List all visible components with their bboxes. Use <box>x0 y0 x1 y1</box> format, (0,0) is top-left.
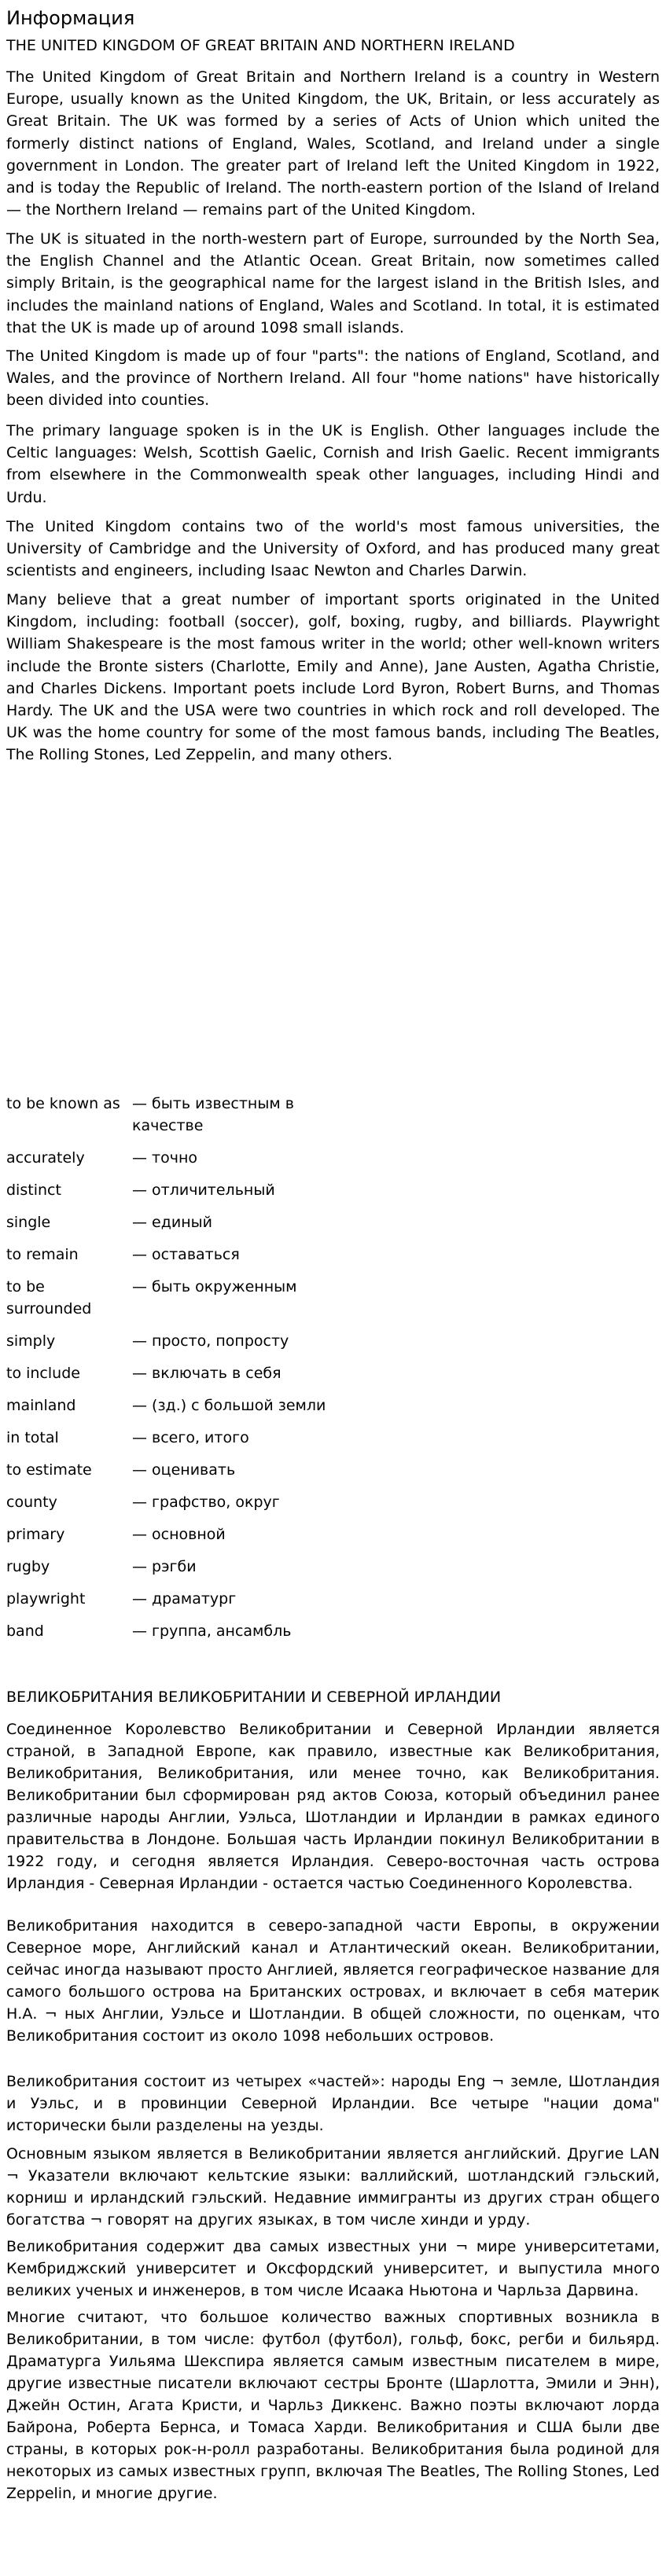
vocabulary-translation: — графство, округ <box>132 1494 280 1511</box>
vocabulary-table <box>6 1093 337 1652</box>
vocabulary-term: distinct <box>6 1181 61 1199</box>
vocabulary-translation: — быть известным в качестве <box>132 1095 294 1134</box>
russian-paragraph-4: Основным языком является в Великобритании является английский. Другие LAN ¬ Указатели включают кельтские языки: валлийский, шотландский гэльский, корниш и ирландский гэльский. Недавние иммигранты из других стран общего богатства ¬ говорят на других языках, в том числе хинди и урду. <box>6 2145 660 2229</box>
vocabulary-row <box>6 1459 337 1491</box>
vocabulary-translation: — включать в себя <box>132 1365 281 1382</box>
vocabulary-row <box>6 1211 337 1244</box>
vocabulary-row <box>6 1244 337 1276</box>
vocabulary-row <box>6 1427 337 1459</box>
english-paragraph-1: The United Kingdom of Great Britain and Northern Ireland is a country in Western Europe, usually known as the United Kingdom, the UK, Britain, or less accurately as Great Britain. The UK was formed by a series of Acts of Union which united the formerly distinct nations of England, Wales, Scotland, and Ireland under a single government in London. The greater part of Ireland left the United Kingdom in 1922, and is today the Republic of Ireland. The north-eastern portion of the Island of Ireland — the Northern Ireland — remains part of the United Kingdom. <box>6 68 660 219</box>
vocabulary-translation: — оставаться <box>132 1246 240 1263</box>
vocabulary-term: band <box>6 1622 44 1640</box>
vocabulary-translation: — всего, итого <box>132 1429 249 1446</box>
vocabulary-row <box>6 1362 337 1395</box>
vocabulary-translation: — рэгби <box>132 1558 197 1575</box>
vocabulary-translation: — группа, ансамбль <box>132 1622 292 1640</box>
vocabulary-term: single <box>6 1214 51 1231</box>
vocabulary-term: to remain <box>6 1246 79 1263</box>
english-paragraph-3: The United Kingdom is made up of four "parts": the nations of England, Scotland, and Wales, and the province of Northern Ireland. All four "home nations" have historically been divided into counties. <box>6 347 660 410</box>
russian-heading: ВЕЛИКОБРИТАНИЯ ВЕЛИКОБРИТАНИИ И СЕВЕРНОЙ ИРЛАНДИИ <box>6 1689 502 1706</box>
vocabulary-row <box>6 1556 337 1588</box>
vocabulary-row <box>6 1276 337 1330</box>
vocabulary-row <box>6 1330 337 1362</box>
vocabulary-translation: — точно <box>132 1149 198 1167</box>
russian-paragraph-1: Соединенное Королевство Великобритании и Северной Ирландии является страной, в Западной Европе, как правило, известные как Великобритания, Великобритания, Великобритания, или менее точно, как Великобритания. Великобритании был сформирован ряд актов Союза, который объединил ранее различные народы Англии, Уэльса, Шотландии и Ирландии в рамках единого правительства в Лондоне. Большая часть Ирландии покинул Великобритании в 1922 году, и сегодня является Ирландия. Северо-восточная часть острова Ирландия - Северная Ирландии - остается частью Соединенного Королевства. <box>6 1721 660 1892</box>
vocabulary-translation: — драматург <box>132 1590 237 1608</box>
english-paragraph-4: The primary language spoken is in the UK is English. Other languages include the Celtic languages: Welsh, Scottish Gaelic, Cornish and Irish Gaelic. Recent immigrants from elsewhere in the Commonwealth speak other languages, including Hindi and Urdu. <box>6 422 660 506</box>
vocabulary-term: playwright <box>6 1590 86 1608</box>
russian-paragraph-2: Великобритания находится в северо-западной части Европы, в окружении Северное море, Английский канал и Атлантический океан. Великобритании, сейчас иногда называют просто Англией, является географическое название для самого большого острова на Британских островах, и включает в себя материк Н.А. ¬ ных Англии, Уэльсе и Шотландии. В общей сложности, по оценкам, что Великобритания состоит из около 1098 небольших островов. <box>6 1917 660 2045</box>
vocabulary-translation: — единый <box>132 1214 212 1231</box>
vocabulary-translation: — (зд.) с большой земли <box>132 1397 326 1414</box>
vocabulary-translation: — основной <box>132 1526 226 1543</box>
vocabulary-term: to be surrounded <box>6 1278 92 1317</box>
vocabulary-row <box>6 1147 337 1179</box>
english-paragraph-5: The United Kingdom contains two of the world's most famous universities, the University of Cambridge and the University of Oxford, and has produced many great scientists and engineers, including Isaac Newton and Charles Darwin. <box>6 518 660 580</box>
vocabulary-translation: — отличительный <box>132 1181 275 1199</box>
vocabulary-term: to be known as <box>6 1095 120 1112</box>
russian-paragraph-3: Великобритания состоит из четырех «частей»: народы Eng ¬ земле, Шотландия и Уэльс, и в провинции Северной Ирландии. Все четыре "нации дома" исторически были разделены на уезды. <box>6 2073 660 2134</box>
vocabulary-row <box>6 1588 337 1620</box>
vocabulary-translation: — просто, попросту <box>132 1332 289 1350</box>
russian-paragraph-6: Многие считают, что большое количество важных спортивных возникла в Великобритании, в том числе: футбол (футбол), гольф, бокс, регби и бильярд. Драматурга Уильяма Шекспира является самым известным писателем в мире, другие известные писатели включают сестры Бронте (Шарлотта, Эмили и Энн), Джейн Остин, Агата Кристи, и Чарльз Диккенс. Важно поэты включают лорда Байрона, Роберта Бернса, и Томаса Харди. Великобритания и США были две страны, в которых рок-н-ролл разработаны. Великобритания была родиной для некоторых из самых известных групп, включая The Beatles, The Rolling Stones, Led Zeppelin, и многие другие. <box>6 2309 660 2502</box>
vocabulary-term: accurately <box>6 1149 85 1167</box>
vocabulary-term: mainland <box>6 1397 76 1414</box>
vocabulary-row <box>6 1523 337 1556</box>
russian-paragraph-5: Великобритания содержит два самых известных уни ¬ мире университетами, Кембриджский университет и Оксфордский университет, и выпустила много великих ученых и инженеров, в том числе Исаака Ньютона и Чарльза Дарвина. <box>6 2238 660 2299</box>
vocabulary-row <box>6 1491 337 1523</box>
vocabulary-row <box>6 1179 337 1211</box>
vocabulary-row <box>6 1395 337 1427</box>
vocabulary-term: rugby <box>6 1558 50 1575</box>
vocabulary-term: simply <box>6 1332 56 1350</box>
english-paragraph-6: Many believe that a great number of important sports originated in the United Kingdom, including: football (soccer), golf, boxing, rugby, and billiards. Playwright William Shakespeare is the most famous writer in the world; other well-known writers include the Bronte sisters (Charlotte, Emily and Anne), Jane Austen, Agatha Christie, and Charles Dickens. Important poets include Lord Byron, Robert Burns, and Thomas Hardy. The UK and the USA were two countries in which rock and roll developed. The UK was the home country for some of the most famous bands, including The Beatles, The Rolling Stones, Led Zeppelin, and many others. <box>6 591 660 764</box>
vocabulary-term: primary <box>6 1526 65 1543</box>
english-paragraph-2: The UK is situated in the north-western part of Europe, surrounded by the North Sea, the English Channel and the Atlantic Ocean. Great Britain, now sometimes called simply Britain, is the geographical name for the largest island in the British Isles, and includes the mainland nations of England, Wales and Scotland. In total, it is estimated that the UK is made up of around 1098 small islands. <box>6 230 660 336</box>
vocabulary-term: in total <box>6 1429 59 1446</box>
vocabulary-translation: — быть окруженным <box>132 1278 297 1295</box>
vocabulary-term: county <box>6 1494 57 1511</box>
english-heading: THE UNITED KINGDOM OF GREAT BRITAIN AND NORTHERN IRELAND <box>6 37 515 54</box>
vocabulary-row <box>6 1093 337 1147</box>
page-title: Информация <box>6 7 135 29</box>
vocabulary-row <box>6 1620 337 1652</box>
vocabulary-term: to estimate <box>6 1461 92 1479</box>
vocabulary-term: to include <box>6 1365 80 1382</box>
vocabulary-translation: — оценивать <box>132 1461 236 1479</box>
